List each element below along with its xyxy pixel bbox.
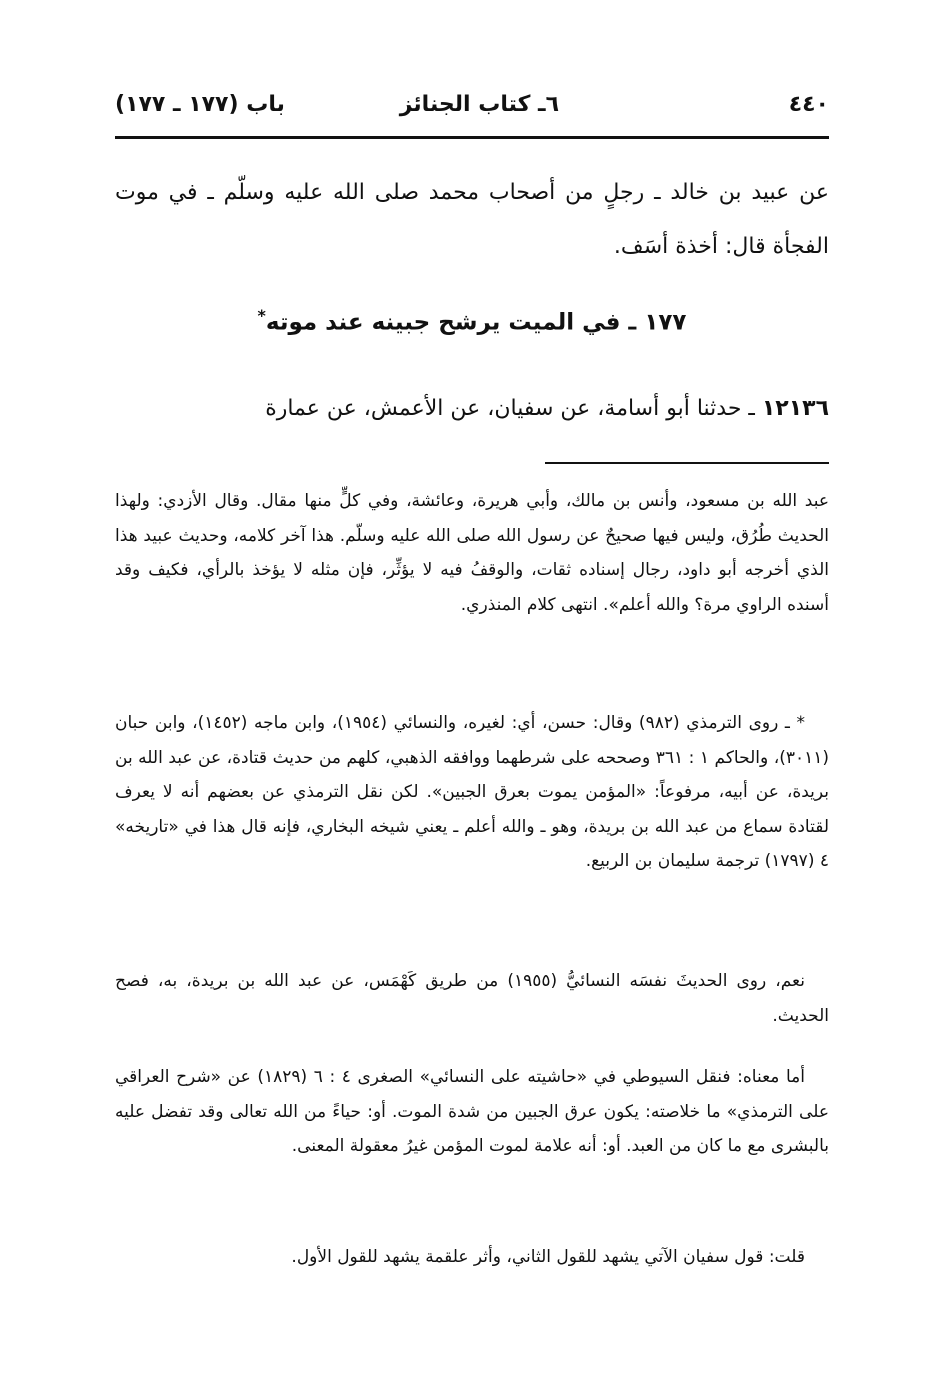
chapter-heading [115, 306, 829, 336]
footnote-paragraph-3: نعم، روى الحديثَ نفسَه النسائيُّ (١٩٥٥) من طريق كَهْمَس، عن عبد الله بن بريدة، به، فصح الحديث. [115, 971, 829, 1026]
footnote-paragraph-4: أما معناه: فنقل السيوطي في «حاشيته على النسائي» الصغرى ٤ : ٦ (١٨٢٩) عن «شرح العراقي على الترمذي» ما خلاصته: يكون عرق الجبين من شدة الموت. أو: حياءً من الله تعالى وقد تفضل عليه بالبشرى مع ما كان من العبد. أو: أنه علامة لموت المؤمن غيرُ معقولة المعنى. [115, 1067, 829, 1156]
header-rule [115, 136, 829, 139]
book-title: ٦ـ كتاب الجنائز [399, 92, 559, 117]
chapter-range: باب (١٧٧ ـ ١٧٧) [115, 92, 285, 117]
hadith-number: ١٢١٣٦ [761, 396, 829, 421]
footnote-paragraph-2: * ـ روى الترمذي (٩٨٢) وقال: حسن، أي: لغيره، والنسائي (١٩٥٤)، وابن ماجه (١٤٥٢)، وابن حبان (٣٠١١)، والحاكم ١ : ٣٦١ وصححه على شرطهما ووافقه الذهبي، كلهم من حديث قتادة، عن عبد الله بن بريدة، عن أبيه، مرفوعاً: «المؤمن يموت بعرق الجبين». لكن نقل الترمذي عن بعضهم أنه لا يعرف لقتادة سماع من عبد الله بن بريدة، وهو ـ والله أعلم ـ يعني شيخه البخاري، فإنه قال هذا في «تاريخه» ٤ (١٧٩٧) ترجمة سليمان بن الربيع. [115, 713, 829, 871]
footnote-paragraph-5: قلت: قول سفيان الآتي يشهد للقول الثاني، وأثر علقمة يشهد للقول الأول. [291, 1247, 805, 1267]
page-number: ٤٤٠ [788, 92, 829, 117]
running-header [115, 88, 829, 130]
footnote-paragraph-1: عبد الله بن مسعود، وأنس بن مالك، وأبي هريرة، وعائشة، وفي كلٍّ منها مقال. وقال الأزدي: ولهذا الحديث طُرُق، وليس فيها صحيحٌ عن رسول الله صلى الله عليه وسلّم. هذا آخر كلامه، وحديث عبيد هذا الذي أخرجه أبو داود، رجال إسناده ثقات، والوقفُ فيه لا يؤثِّر، فإن مثله لا يؤخذ بالرأي، فكيف وقد أسنده الراوي مرة؟ والله أعلم». انتهى كلام المنذري. [115, 491, 829, 615]
heading-footnote-marker: * [257, 306, 266, 325]
hadith-paragraph [115, 382, 829, 436]
chapter-heading-text: ١٧٧ ـ في الميت يرشح جبينه عند موته [265, 309, 687, 336]
opening-paragraph: عن عبيد بن خالد ـ رجلٍ من أصحاب محمد صلى الله عليه وسلّم ـ في موت الفجأة قال: أخذة أسَف. [115, 180, 829, 259]
hadith-text: ـ حدثنا أبو أسامة، عن سفيان، عن الأعمش، عن عمارة [265, 396, 762, 421]
footnote-separator [545, 462, 829, 464]
